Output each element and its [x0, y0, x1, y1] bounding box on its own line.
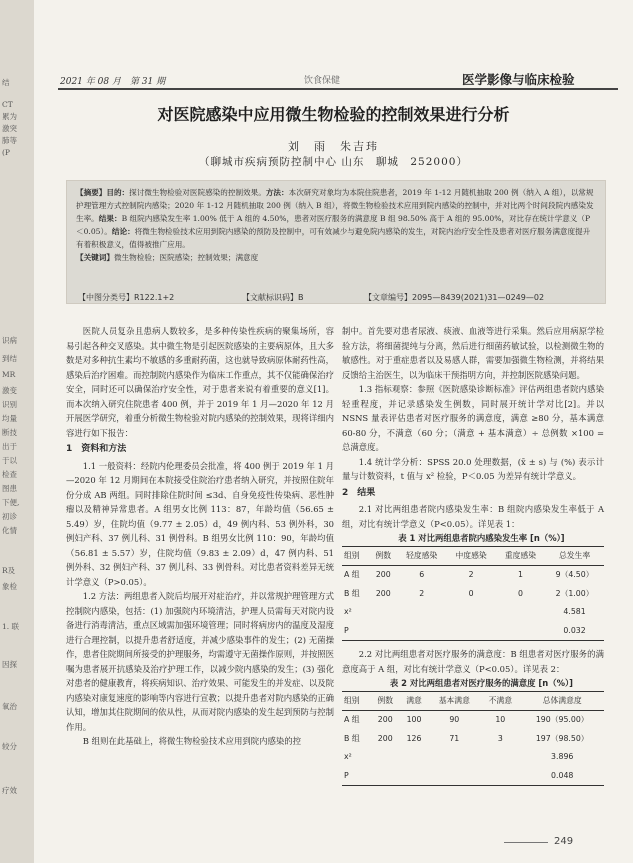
table-cell — [496, 622, 545, 641]
abstract-method: 本次研究对象均为本院住院患者，2019 年 1-12 月随机抽取 200 例（纳入 A 组），以常规护理管理方式控制院内感染；2020 年 1-12 月随机抽取 200 例（纳入 B 组），将微生物检验技术应用到院内感染的控制中，并对比两个时间段院内感染发生率。 — [76, 188, 594, 223]
bleed-fragment: 因探 — [2, 660, 17, 669]
article-title: 对医院感染中应用微生物检验的控制效果进行分析 — [157, 105, 510, 124]
result-paragraph-1: 2.1 对比两组患者院内感染发生率：B 组院内感染发生率低于 A 组，对比有统计学意义（P<0.05）。详见表 1： — [342, 504, 604, 529]
bleed-fragment: 均量 — [2, 414, 17, 423]
authors: 刘 雨 朱吉玮 — [288, 140, 379, 153]
table-cell — [371, 748, 400, 767]
bleed-fragment: 激变 — [2, 386, 17, 395]
table-cell: 10 — [495, 715, 506, 724]
result-paragraph-2: 2.2 对比两组患者对医疗服务的满意度：B 组患者对医疗服务的满意度高于 A 组，对比有统计学意义（P<0.05）。详见表 2： — [342, 649, 604, 674]
table-cell: 100 — [406, 715, 422, 724]
table2-header-cell: 满意 — [406, 695, 422, 705]
section-heading-methods: 1 资料和方法 — [66, 444, 127, 454]
table-cell — [446, 603, 495, 622]
table2-header-cell: 例数 — [377, 695, 394, 705]
table-row — [342, 585, 604, 604]
bleed-fragment: R及 — [2, 566, 16, 575]
table1-header-cell: 总发生率 — [558, 550, 591, 560]
article-number: 【文章编号】2095—8439(2021)31—0249—02 — [364, 293, 545, 302]
table2-header-cell: 组别 — [344, 695, 360, 705]
method-paragraph: 1.2 方法：两组患者入院后均展开对症治疗，并以常规护理管理方式控制院内感染，包括：(1) 加强院内环境清洁，护理人员需每天对院内设备进行消毒清洁，重点区域需加强环境管理；同时将病房内的温度及湿度进行合理控制，以提升患者舒适度，并减少感染事件的发生；(2) 无菌操作，患者住院期间所接受的护理服务，均需遵守无菌操作原则，并按照医嘱为患者展开抗感染及治疗护理工作，以减少院内感染的发生；(3) 强化对患者的健康教育，将疾病知识、治疗效果、可能发生的并发症、以及院内感染对康复速度的影响等内容进行宣教；以提升患者对院内感染的正确认知，增加其住院期间的依从性，从而对院内感染的发生起到预防与控制作用。 — [66, 591, 334, 732]
bleed-fragment: 图患 — [2, 484, 17, 493]
bleed-fragment: 识病 — [2, 336, 17, 345]
table-cell — [496, 603, 545, 622]
table-cell: 0 — [517, 588, 523, 598]
abstract-conclusion: 将微生物检验技术应用到院内感染的预防及控制中，可有效减少与避免院内感染的发生，对院内治疗安全性及患者对医疗服务满意度提升有着积极意义，值得被推广应用。 — [76, 227, 591, 249]
table-cell: A 组 — [344, 715, 360, 724]
table1-header-cell: 轻度感染 — [406, 550, 438, 560]
table-cell: B 组 — [344, 588, 360, 598]
table1-header-cell: 中度感染 — [455, 550, 487, 560]
bleed-fragment: MR — [2, 370, 16, 379]
intro-paragraph: 医院人员复杂且患病人数较多，是多种传染性疾病的聚集场所，容易引起各种交叉感染。其中微生物是引起医院感染的主要病原体，且大多数是对多种抗生素均不敏感的多重耐药菌，这也就导致病原体耐药性高，感染后治疗困难。而控制院内感染作为临床工作重点，其不仅能确保治疗安全，同时还可以确保治疗安全性，对于患者来说有着重要的意义[1]。而本次纳入研究住院患者 400 例，并于 2019 年 1 月—2020 年 12 月开展医学研究，着重分析微生物检验对院内感染的控制效果，现将详细内容进行如下报告： — [66, 326, 334, 438]
table-cell: 200 — [375, 588, 391, 598]
table1-header-cell: 组别 — [344, 550, 360, 560]
bleed-fragment: 较分 — [2, 742, 17, 751]
table-cell: 190（95.00） — [535, 715, 589, 724]
section-heading-results: 2 结果 — [342, 487, 376, 498]
issue-info: 2021 年 08 月 第 31 期 — [60, 77, 166, 87]
method-paragraph-b: B 组则在此基础上，将微生物检验技术应用到院内感染的控 — [82, 736, 301, 746]
bleed-fragment: (P — [2, 148, 10, 157]
page-number-rule — [504, 842, 548, 843]
table-cell: P — [344, 625, 349, 635]
table-cell: 90 — [449, 715, 460, 724]
table-row — [342, 603, 604, 622]
affiliation: （聊城市疾病预防控制中心 山东 聊城 252000） — [199, 156, 468, 168]
right-column — [342, 324, 604, 786]
bleed-fragment: CT — [2, 100, 13, 109]
table-cell — [400, 767, 429, 786]
abstract-objective-label: 目的： — [106, 188, 130, 197]
table-cell — [400, 748, 429, 767]
table-cell: 2 — [468, 570, 474, 579]
table-cell — [480, 748, 520, 767]
bleed-fragment: 激突 — [2, 124, 17, 133]
bleed-fragment: 到结 — [2, 354, 17, 363]
method-continued-paragraph: 制中。首先要对患者尿液、痰液、血液等进行采集。然后应用病原学检验方法，将细菌提纯与分离，然后进行细菌药敏试验，以检测微生物的敏感性。对于重症患者以及易感人群，需要加强微生物检测，并将结果反馈给主治医生，以为临床干预指明方向，并控制医院感染问题。 — [342, 326, 604, 380]
abstract-result: B 组院内感染发生率 1.00% 低于 A 组的 4.50%，患者对医疗服务的满意度 B 组 98.50% 高于 A 组的 95.00%，对比存在统计学意义（P＜0.05）。 — [76, 214, 591, 236]
abstract-label: 【摘要】 — [76, 188, 107, 197]
table-cell — [428, 748, 480, 767]
table-cell — [428, 767, 480, 786]
table-row — [342, 730, 604, 749]
clc-number: 【中图分类号】R122.1+2 — [78, 293, 175, 302]
statistics-paragraph: 1.4 统计学分析：SPSS 20.0 处理数据，(x̄ ± s) 与 (%) 表示计量与计数资料，t 值与 x² 检验，P＜0.05 为差异有统计学意义。 — [342, 456, 604, 481]
keywords: 微生物检验；医院感染；控制效果；满意度 — [113, 253, 259, 262]
table-cell: 6 — [419, 570, 425, 579]
table-cell: 200 — [375, 570, 391, 579]
table-cell: 197（98.50） — [535, 733, 589, 743]
table-cell — [370, 622, 397, 641]
left-column — [66, 324, 334, 749]
table-cell: 3 — [497, 733, 503, 743]
table-cell: 4.581 — [563, 607, 586, 616]
table1-caption: 表 1 对比两组患者院内感染发生率 [n（%）] — [398, 533, 565, 543]
table-cell: 9（4.50） — [555, 570, 594, 579]
table-cell: 2（1.00） — [555, 588, 594, 598]
bleed-fragment: 疗效 — [2, 786, 17, 795]
bleed-fragment: 累为 — [2, 112, 17, 121]
table-cell: x² — [344, 752, 352, 761]
table-cell: x² — [344, 607, 352, 616]
table-cell: P — [344, 770, 349, 780]
bleed-fragment: 氧治 — [2, 702, 17, 711]
table2-header-row — [342, 691, 604, 711]
bleed-fragment: 肺等 — [2, 136, 17, 145]
bleed-fragment: 下便, — [2, 498, 20, 507]
bleed-fragment: 于以 — [2, 456, 17, 465]
bleed-fragment: 结 — [2, 78, 10, 87]
abstract-objective: 探讨微生物检验对医院感染的控制效果。 — [129, 188, 266, 197]
header-rule — [58, 88, 618, 90]
table-cell — [446, 622, 495, 641]
keywords-label: 【关键词】 — [76, 253, 114, 262]
table-cell: 0.048 — [551, 770, 574, 780]
adjacent-page-edge — [0, 0, 35, 863]
table-cell: 0 — [468, 588, 474, 598]
table-cell: B 组 — [344, 733, 360, 743]
bleed-fragment: 化情 — [2, 526, 17, 535]
table-cell: 200 — [377, 715, 393, 724]
table-row — [342, 711, 604, 730]
bleed-fragment: 初诊 — [2, 512, 17, 521]
bleed-fragment: 识别 — [2, 400, 17, 409]
table1-header-cell: 例数 — [375, 550, 392, 560]
section-title: 医学影像与临床检验 — [462, 72, 575, 87]
table-row — [342, 622, 604, 641]
table-row — [342, 566, 604, 585]
journal-page — [34, 0, 633, 863]
table-cell: 2 — [419, 588, 425, 598]
table1-header-cell: 重度感染 — [504, 550, 537, 560]
document-code: 【文献标识码】B — [242, 293, 304, 302]
general-data-paragraph: 1.1 一般资料：经院内伦理委员会批准，将 400 例于 2019 年 1 月—2020 年 12 月期间在本院接受住院治疗患者纳入研究，并按照住院年份分成 AB 两组。同时排除住院时间 ≤3d、自身免疫性传染病、恶性肿瘤以及精神异常患者。A 组男女比例 113：87，年龄均值（56.65 ± 5.49）岁，住院均值（9.77 ± 2.05）d，49 例内科、53 例外科，30 例妇产科、37 例儿科、31 例骨科。B 组男女比例 110：90，年龄均值（56.81 ± 5.57）岁，住院均值（9.83 ± 2.09）d，47 例内科、51 例外科、32 例妇产科、37 例儿科、33 例骨科。对比患者资料差异无统计学意义（P>0.05）。 — [66, 460, 334, 587]
table-cell: 71 — [449, 733, 460, 743]
bleed-fragment: 断技 — [2, 428, 17, 437]
table-cell — [370, 603, 397, 622]
table-row — [342, 767, 604, 786]
table-cell — [397, 622, 446, 641]
journal-name: 饮食保健 — [304, 76, 341, 86]
table-cell — [480, 767, 520, 786]
table1-header-row — [342, 546, 604, 566]
table-cell: A 组 — [344, 570, 360, 579]
table-row — [342, 748, 604, 767]
table-satisfaction — [342, 691, 604, 787]
page-number: 249 — [554, 836, 574, 847]
table-cell — [371, 767, 400, 786]
table-cell: 1 — [517, 570, 523, 579]
table-cell: 3.896 — [551, 752, 574, 761]
bleed-fragment: 检查 — [2, 470, 17, 479]
abstract-text — [76, 186, 596, 264]
table2-caption: 表 2 对比两组患者对医疗服务的满意度 [n（%）] — [389, 678, 573, 688]
indicator-paragraph: 1.3 指标观察：参照《医院感染诊断标准》评估两组患者院内感染轻重程度，并记录感染发生例数，同时展开统计学对比[2]。并以 NSNS 量表评估患者对医疗服务的满意度，满意 ≥80 分，基本满意 60-80 分，不满意（60 分；（满意 + 基本满意）÷ 总例数 ×100 = 总满意度。 — [342, 384, 604, 452]
bleed-fragment: 象检 — [2, 582, 17, 591]
table-cell: 200 — [377, 733, 393, 743]
abstract-result-label: 结果： — [98, 214, 122, 223]
table-cell: 0.032 — [563, 625, 586, 635]
abstract-method-label: 方法： — [265, 188, 289, 197]
table-cell: 126 — [406, 733, 422, 743]
table-cell — [397, 603, 446, 622]
table-infection-rate — [342, 546, 604, 642]
bleed-fragment: 1. 联 — [2, 622, 20, 631]
abstract-conclusion-label: 结论： — [111, 227, 135, 236]
table2-header-cell: 不满意 — [488, 695, 512, 705]
bleed-fragment: 出于 — [2, 442, 17, 451]
table2-header-cell: 基本满意 — [438, 695, 470, 705]
table2-header-cell: 总体满意度 — [542, 695, 582, 705]
